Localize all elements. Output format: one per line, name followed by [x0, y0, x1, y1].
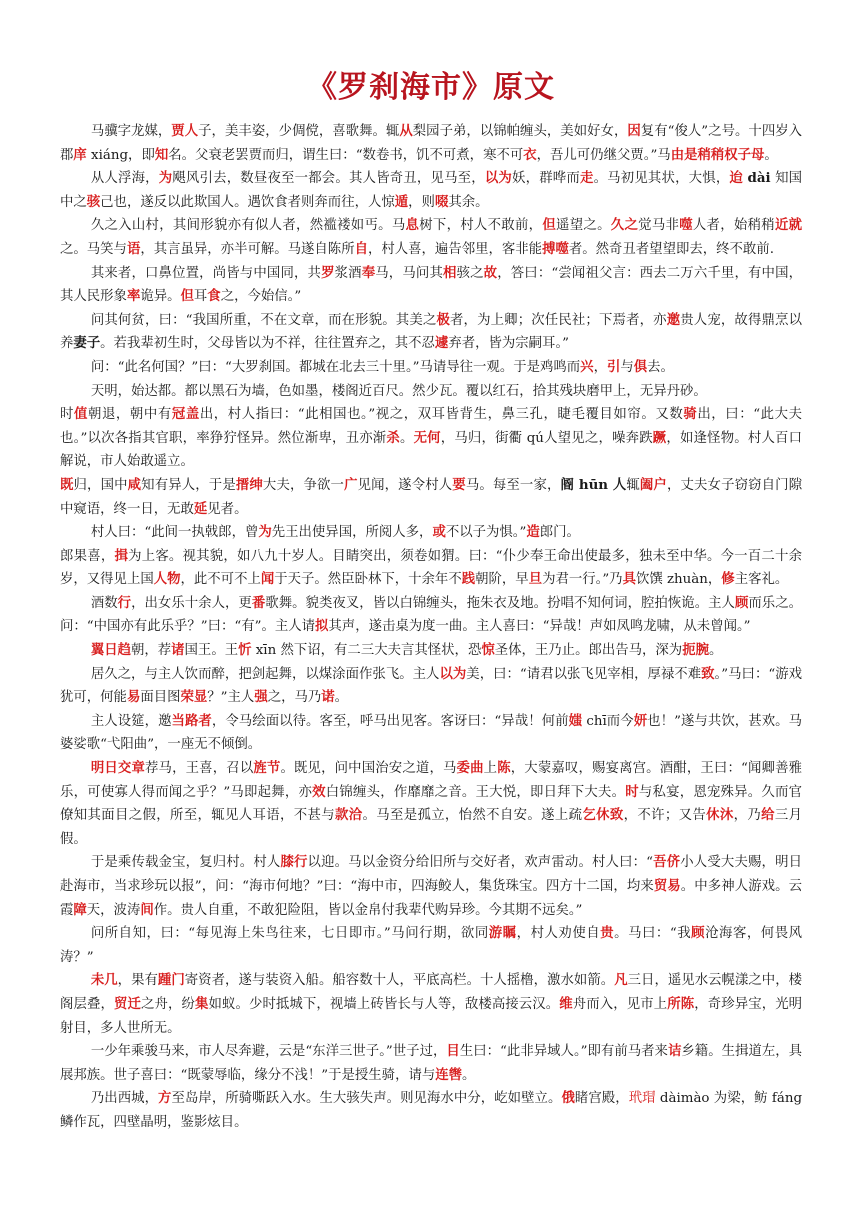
- annotated-word: 为: [258, 524, 272, 541]
- annotated-word: 衣: [523, 146, 537, 163]
- text-run: 。马曰：“我: [614, 926, 692, 942]
- text-run: ，答曰：“尝闻祖父言：西去二万六千里，有中国，其人民形象: [60, 265, 803, 305]
- annotated-word: 但: [180, 288, 194, 305]
- text-run: 马，马问其: [375, 265, 443, 281]
- annotated-word: 俄: [561, 1090, 575, 1107]
- text-run: 与私宴，恩宠殊异。久而官僚知其面目之假，所至，辄见人耳语，不甚与: [60, 784, 803, 824]
- text-run: 出，曰：“此大夫也。”以次各指其官职，率狰狞怪异。然位渐卑，丑亦渐: [60, 407, 803, 446]
- text-run: 。马至是孤立，怡然不自安。遂上疏: [362, 808, 583, 824]
- text-run: 。: [708, 643, 723, 659]
- annotated-word: 广: [344, 476, 358, 493]
- annotated-word: 玳瑁: [628, 1091, 656, 1107]
- text-run: 。若我辈初生时，父母皆以为不祥，往往置弃之，其不忍: [100, 336, 435, 352]
- text-run: 去。: [647, 359, 674, 375]
- text-run: 辄: [626, 477, 640, 493]
- text-run: 贵人宠，故得鼎烹以养: [60, 312, 802, 352]
- paragraph: [60, 474, 802, 521]
- text-run: 其来者，口鼻位置，尚皆与中国同，共: [90, 265, 322, 281]
- annotated-word: 所陈: [667, 995, 695, 1012]
- text-run: 出，村人指曰：“此相国也。”视之，双耳皆背生，鼻三孔，睫毛覆目如帘。又数: [199, 407, 684, 423]
- annotated-word: 杀: [386, 429, 400, 446]
- text-run: 至岛岸，所骑嘶跃入水。生大骇失声。则见海水中分，屹如壁立。: [171, 1091, 562, 1107]
- text-run: 睹宫殿，: [574, 1091, 629, 1107]
- text-run: 三月假。: [60, 808, 803, 847]
- annotated-word: 连辔: [435, 1066, 463, 1083]
- text-run: ，吾儿可仍继父贾。”马: [536, 147, 671, 163]
- text-run: ，丈夫女子窃窃自门隙中窥语，终一日，无敢: [60, 477, 803, 517]
- text-run: 朝退，朝中有: [87, 407, 172, 423]
- bold-word: 阍 hūn 人: [560, 476, 627, 493]
- text-run: 如蚁。少时抵城下，视墙上砖皆长与人等，敌楼高接云汉。: [208, 996, 560, 1012]
- text-run: 之，今始信。”: [220, 289, 302, 305]
- annotated-word: 噬: [679, 217, 693, 234]
- text-run: 。: [462, 1067, 476, 1083]
- text-run: 问：“此名何国？”曰：“大罗刹国。都城在北去三十里。”马请导往一观。于是鸡鸣而: [90, 359, 581, 375]
- text-run: 者，为上卿；次任民社；下焉者，亦: [449, 312, 667, 328]
- text-run: 不以子为惧。”: [445, 525, 527, 541]
- text-run: 知有异人，于是: [141, 477, 236, 493]
- annotated-word: 间: [140, 901, 154, 918]
- annotated-word: 遽: [434, 335, 449, 352]
- annotated-word: 从: [399, 123, 413, 139]
- annotated-word: 兴: [580, 358, 594, 375]
- annotated-word: 搢绅: [235, 476, 263, 493]
- paragraph: [60, 356, 802, 380]
- annotated-word: 贸迁: [113, 995, 141, 1012]
- text-run: 面目图: [140, 690, 181, 706]
- text-run: 子，美丰姿，少倜傥，喜歌舞。辄: [198, 124, 400, 139]
- annotated-word: 揖: [114, 547, 129, 564]
- text-run: 沧海客，何畏风涛？”: [60, 926, 803, 965]
- annotated-word: 顾: [691, 925, 706, 942]
- text-run: 天，波涛: [86, 902, 141, 918]
- paragraph: [60, 592, 802, 639]
- annotated-word: 时: [625, 783, 639, 800]
- text-run: ，村人劝使自: [516, 926, 601, 942]
- annotated-word: 媸: [568, 712, 583, 729]
- annotated-word: 闻: [260, 571, 275, 588]
- text-run: 久之入山村，其间形貌亦有似人者，然褴褛如丐。马: [90, 218, 406, 234]
- text-run: 也！”遂与共饮，甚欢。马婆娑歌“弋阳曲”，一座无不倾倒。: [60, 713, 802, 753]
- text-run: 之。马笑与: [60, 241, 127, 257]
- text-run: 先王出使异国，所阅人多，: [271, 525, 433, 541]
- text-run: 大夫，争欲一: [262, 477, 345, 493]
- text-run: 马骥字龙媒，: [90, 124, 172, 139]
- annotated-word: 款洽: [334, 807, 363, 824]
- annotated-word: 目: [446, 1043, 460, 1060]
- text-run: dàimào 为梁，鲂 fáng 鳞作瓦，四壁晶明，鉴影炫目。: [60, 1091, 803, 1130]
- paragraph: [60, 120, 802, 167]
- text-run: 上: [483, 761, 498, 777]
- text-run: 。: [764, 147, 778, 163]
- text-run: 荐马，王喜，召以: [145, 761, 254, 777]
- annotated-word: 贾人: [171, 123, 199, 139]
- text-run: 酒数: [90, 595, 118, 611]
- annotated-word: 顾: [734, 594, 749, 611]
- text-run: 树下，村人不敢前，: [419, 218, 543, 234]
- text-run: 圣体，王乃止。郎出告马，深为: [494, 643, 683, 659]
- annotated-word: 未几: [90, 972, 118, 989]
- text-run: 天明，始达都。都以黑石为墙，色如墨，楼阁近百尺。然少瓦。覆以红石，拾其残块磨甲上，无异丹砂。: [90, 383, 707, 399]
- bold-word: dài: [747, 170, 771, 187]
- annotated-word: 咸: [127, 476, 142, 493]
- annotated-word: 骇: [86, 193, 101, 210]
- text-run: 问所自知，曰：“每见海上朱鸟往来，七日即市。”马问行期，欲同: [90, 926, 489, 942]
- annotated-word: 方: [158, 1090, 172, 1107]
- text-run: 马。每至一家，: [465, 477, 561, 493]
- text-run: chī而今: [582, 713, 634, 729]
- text-run: 。既见，问中国治安之道，马: [280, 761, 457, 777]
- text-run: 觉马非: [638, 218, 680, 234]
- text-run: 耳: [193, 289, 208, 305]
- text-run: 骇之: [456, 265, 484, 281]
- annotated-word: 造: [526, 524, 540, 541]
- text-run: 三日，遥见水云幌漾之中，楼阁层叠，: [60, 973, 803, 1012]
- text-run: ，则: [408, 194, 435, 210]
- text-run: 妖，群哗而: [512, 171, 580, 187]
- paragraph: [60, 521, 802, 545]
- annotated-word: 诺: [321, 689, 335, 706]
- text-run: 时: [60, 407, 74, 423]
- annotated-word: 效: [312, 783, 326, 800]
- annotated-word: 荣显: [180, 689, 208, 706]
- annotated-word: 踵门: [157, 972, 185, 989]
- annotated-word: 率: [126, 288, 141, 305]
- annotated-word: 庠: [73, 146, 87, 163]
- annotated-word: 自: [354, 240, 368, 257]
- text-run: ，其言虽异，亦半可解。马遂自陈所: [140, 241, 355, 257]
- annotated-word: 休沐: [706, 807, 734, 824]
- annotated-word: 无何: [413, 429, 441, 446]
- annotated-word: 以为: [484, 170, 513, 187]
- annotated-word: 凡: [614, 972, 628, 989]
- annotated-word: 明日交章: [90, 760, 145, 777]
- paragraph: [60, 262, 802, 309]
- text-run: ，奇珍异宝，光明射目，多人世所无。: [60, 996, 803, 1036]
- paragraph: [60, 545, 802, 592]
- paragraph: [60, 403, 802, 474]
- text-run: 见闻，遂令村人: [357, 477, 453, 493]
- text-run: ，村人喜，遍告邻里，客非能: [367, 241, 543, 257]
- text-run: 乡籍。生揖道左，具展邦族。世子喜曰：“既蒙辱临，缘分不浅！”于是授生骑，请与: [60, 1044, 803, 1083]
- text-run: ，果有: [117, 973, 158, 989]
- text-run: 梨园子弟，以锦帕缠头，美如好女，: [412, 124, 628, 139]
- document-title: 《罗刹海市》原文: [307, 70, 555, 105]
- text-run: 为君一行。”乃: [542, 572, 623, 588]
- annotated-word: 具: [622, 571, 636, 588]
- text-run: 。: [334, 690, 349, 706]
- text-run: 浆酒: [334, 265, 362, 281]
- annotated-word: 修: [721, 571, 735, 588]
- annotated-word: 易: [126, 689, 141, 706]
- text-run: 饮馔 zhuàn，: [635, 572, 722, 588]
- document-body: [60, 120, 802, 1135]
- text-run: 归，国中: [73, 477, 128, 493]
- annotated-word: 以为: [439, 665, 467, 682]
- annotated-word: 迨: [729, 170, 744, 187]
- text-run: ，大蒙嘉叹，赐宴离宫。酒酣，王曰：“闻卿善雅乐，可使寡人得而闻之乎？”马即起舞，亦: [60, 761, 803, 800]
- annotated-word: 拟: [315, 618, 329, 635]
- annotated-word: 极: [436, 311, 450, 328]
- text-run: 复有“俊人”之号。十四岁入郡: [60, 124, 803, 163]
- text-run: 朝，荐: [130, 643, 172, 659]
- annotated-word: 息: [405, 217, 420, 234]
- text-run: 主客礼。: [734, 572, 789, 588]
- text-run: 一少年乘骏马来，市人尽奔避，云是“东洋三世子。”世子过，: [90, 1044, 447, 1060]
- annotated-word: 遁: [394, 193, 409, 210]
- text-run: 之，马乃: [267, 690, 322, 706]
- text-run: ，乃: [733, 808, 762, 824]
- annotated-word: 为: [158, 170, 173, 187]
- paragraph: [60, 1040, 802, 1087]
- annotated-word: 啜: [434, 193, 449, 210]
- text-run: 作。贵人自重，不敢犯险阻，皆以金帛付我辈代购异珍。今其期不远矣。”: [153, 902, 583, 918]
- paragraph: [60, 309, 802, 356]
- paragraph: [60, 757, 802, 851]
- text-run: 主人设筵，邀: [90, 713, 172, 729]
- paragraph: [60, 922, 802, 969]
- annotated-word: 致: [701, 665, 715, 682]
- text-run: 村人曰：“此间一执戟郎，曾: [90, 525, 259, 541]
- text-run: 郎果喜，: [60, 548, 115, 564]
- annotated-word: 久之: [610, 217, 639, 234]
- text-run: 遥望之。: [556, 218, 611, 234]
- text-run: 从人浮海，: [90, 171, 159, 187]
- annotated-word: 翼日趋: [90, 642, 131, 659]
- text-run: 舟而入，见市上: [572, 996, 668, 1012]
- annotated-word: 强: [254, 689, 268, 706]
- annotated-word: 值: [73, 406, 88, 423]
- text-run: 寄资者，遂与装资入船。船容数十人，平底高栏。十人摇橹，激水如箭。: [184, 973, 615, 989]
- text-run: 居久之，与主人饮而醉，把剑起舞，以煤涂面作张飞。主人: [90, 666, 440, 682]
- annotated-word: 搏噬: [542, 240, 569, 257]
- annotated-word: 贸易: [653, 878, 681, 894]
- paragraph: [60, 851, 802, 922]
- text-run: 小人受大夫赐，明日赴海市，当求珍玩以报”，问：“海市何地？”曰：“海中市，四海鲛人，集货珠宝。四方十二国，均来: [60, 855, 803, 894]
- text-run: 者。然奇丑者望望即去，终不敢前.: [568, 241, 774, 257]
- paragraph: [60, 167, 802, 214]
- annotated-word: 延: [193, 500, 208, 517]
- text-run: 之舟，纷: [140, 996, 195, 1012]
- annotated-word: 食: [207, 288, 221, 305]
- paragraph: [60, 710, 802, 757]
- annotated-word: 由是稍稍权子母: [670, 146, 765, 163]
- text-run: 于是乘传载金宝，复归村。村人: [90, 855, 281, 871]
- annotated-word: 当路者: [171, 712, 212, 729]
- text-run: 生曰：“此非异域人。”即有前马者来: [459, 1044, 668, 1060]
- annotated-word: 阖户: [639, 476, 667, 493]
- annotated-word: 番: [251, 594, 266, 611]
- annotated-word: 膝行: [280, 854, 308, 871]
- annotated-word: 贵: [600, 925, 615, 942]
- text-run: 。: [399, 430, 414, 446]
- annotated-word: 冠盖: [171, 406, 200, 423]
- annotated-word: 扼腕: [682, 642, 709, 659]
- annotated-word: 引: [606, 358, 621, 375]
- annotated-word: 蹶: [652, 429, 667, 446]
- text-run: 为上客。视其貌，如八九十岁人。目睛突出，须卷如猬。曰：“仆少奉王命出使最多，独未至中华。今一百二十余岁，又得见上国: [60, 548, 803, 588]
- annotated-word: 但: [542, 217, 557, 234]
- annotated-word: 行: [117, 594, 132, 611]
- annotated-word: 吾侪: [653, 854, 681, 871]
- text-run: 名。父衰老罢贾而归，谓生曰：“数卷书，饥不可煮，寒不可: [168, 147, 524, 163]
- annotated-word: 障: [73, 901, 87, 918]
- text-run: xiáng，即: [86, 147, 155, 163]
- text-run: ，不许；又告: [623, 808, 707, 824]
- text-run: 白锦缠头，作靡靡之音。王大悦，即日拜下大夫。: [325, 784, 626, 800]
- annotated-word: 走: [579, 170, 594, 187]
- text-run: 其余。: [448, 194, 489, 210]
- annotated-word: 维: [559, 995, 573, 1012]
- text-run: 知国中之: [60, 171, 803, 210]
- text-run: 弃者，皆为宗嗣耳。”: [448, 336, 569, 352]
- annotated-word: 俱: [633, 358, 648, 375]
- annotated-word: 知: [154, 146, 169, 163]
- text-run: ，马归，街衢 qú人望见之，噪奔跌: [440, 430, 653, 446]
- annotated-word: 游瞩: [488, 925, 517, 942]
- text-run: 朝阶，早: [475, 572, 529, 588]
- annotated-word: 惊: [481, 642, 495, 659]
- text-run: 美，曰：“请君以张飞见宰相，厚禄不难: [466, 666, 702, 682]
- annotated-word: 罗: [321, 264, 335, 281]
- annotated-word: 或: [432, 524, 446, 541]
- annotated-word: 旦: [528, 571, 543, 588]
- annotated-word: 故: [483, 264, 498, 281]
- paragraph: [60, 639, 802, 663]
- text-run: ，令马绘面以待。客至，呼马出见客。客讶曰：“异哉！何前: [211, 713, 569, 729]
- annotated-word: 因: [627, 123, 641, 139]
- text-run: 国王。王: [184, 643, 239, 659]
- text-run: 以迎。马以金资分给旧所与交好者，欢声雷动。村人曰：“: [307, 855, 654, 871]
- annotated-word: 近就: [774, 217, 803, 234]
- text-run: 。”马曰：“游戏犹可，何能: [60, 666, 803, 706]
- text-run: 飓风引去，数昼夜至一都会。其人皆奇丑，见马至，: [172, 171, 485, 187]
- annotated-word: 践: [461, 571, 476, 588]
- annotated-word: 骑: [683, 406, 698, 423]
- text-run: ，如逢怪物。村人百口解说，市人始敢遥立。: [60, 430, 803, 470]
- annotated-word: 奉: [361, 264, 376, 281]
- annotated-word: 乞休致: [582, 807, 624, 824]
- text-run: 乃出西城，: [90, 1091, 159, 1107]
- paragraph: [60, 214, 802, 261]
- text-run: 诡异。: [140, 289, 181, 305]
- annotated-word: 语: [126, 240, 141, 257]
- text-run: 其声，遂击桌为度一曲。主人喜曰：“异哉！声如凤鸣龙啸，从未曾闻。”: [328, 619, 751, 635]
- text-run: 与: [620, 359, 634, 375]
- text-run: 问其何贫，曰：“我国所重，不在文章，而在形貌。其美之: [90, 312, 437, 328]
- annotated-word: 忻: [238, 642, 252, 659]
- annotated-word: 人物: [153, 571, 181, 588]
- text-run: 见者。: [207, 501, 248, 517]
- text-run: 于天子。然臣卧林下，十余年不: [274, 572, 462, 588]
- text-run: 。中多神人游戏。云霞: [60, 879, 803, 918]
- text-run: ？”主人: [207, 690, 255, 706]
- annotated-word: 妍: [633, 712, 648, 729]
- annotated-word: 相: [443, 264, 457, 281]
- annotated-word: 诸: [171, 642, 185, 659]
- paragraph: [60, 663, 802, 710]
- text-run: ，出女乐十余人，更: [131, 595, 252, 611]
- paragraph: [60, 1087, 802, 1134]
- annotated-word: 委曲: [456, 760, 484, 777]
- text-run: 己也，遂反以此欺国人。遇饮食者则奔而往，人惊: [100, 194, 395, 210]
- annotated-word: 集: [194, 995, 209, 1012]
- text-run: 郎门。: [539, 525, 580, 541]
- text-run: 而乐之。问：“中国亦有此乐乎？”曰：“有”。主人请: [60, 595, 803, 635]
- paragraph: [60, 380, 802, 404]
- annotated-word: 给: [761, 807, 775, 824]
- annotated-word: 既: [60, 476, 74, 493]
- annotated-word: 陈: [497, 760, 511, 777]
- bold-word: 妻子: [73, 335, 101, 352]
- text-run: 。马初见其状，大惧，: [593, 171, 730, 187]
- document-page: [60, 62, 802, 1135]
- text-run: ，: [593, 359, 607, 375]
- text-run: 人者，始稍稍: [692, 218, 775, 234]
- annotated-word: 邀: [666, 311, 681, 328]
- text-run: 歌舞。貌类夜叉，皆以白锦缠头，拖朱衣及地。扮唱不知何词，腔拍恢诡。主人: [265, 595, 735, 611]
- paragraph: [60, 969, 802, 1040]
- annotated-word: 旌节: [253, 760, 281, 777]
- text-run: ，此不可不上: [180, 572, 261, 588]
- annotated-word: 诘: [667, 1043, 682, 1060]
- annotated-word: 要: [452, 476, 466, 493]
- text-run: xīn 然下诏，有二三大夫言其怪状，恐: [251, 643, 482, 659]
